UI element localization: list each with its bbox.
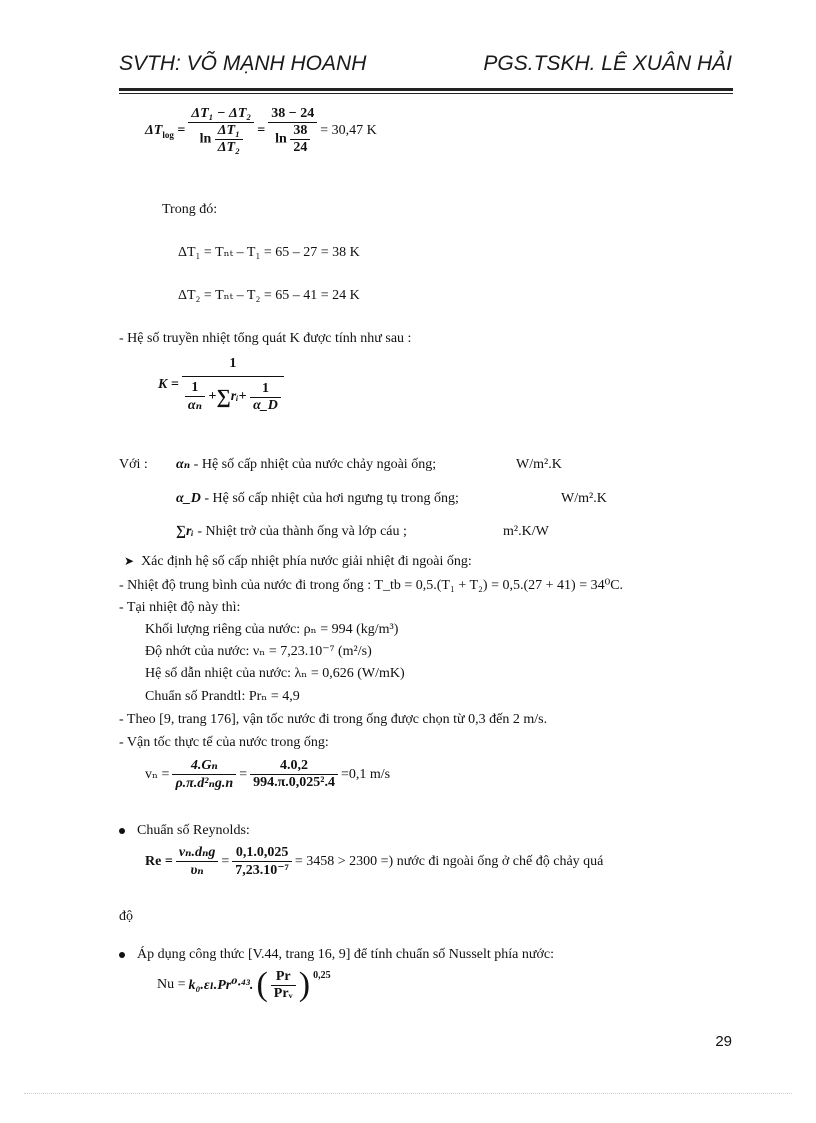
voi-label: Với :	[119, 457, 148, 472]
eq-lhs: ΔT	[145, 122, 163, 138]
header-rule-thick	[119, 88, 733, 91]
reynolds-wrap: độ	[119, 909, 133, 924]
voi-item-3: ∑rᵢ - Nhiệt trở của thành ống và lớp cáu ;	[176, 524, 407, 539]
eq-nu-lhs: Nu =	[157, 977, 186, 992]
eq-result: = 30,47 K	[320, 123, 377, 138]
header-author: SVTH: VÕ MẠNH HOANH	[119, 52, 367, 75]
line-velocity-range: - Theo [9, trang 176], vận tốc nước đi trong ống được chọn từ 0,3 đến 2 m/s.	[119, 712, 548, 727]
line-at-temp: - Tại nhiệt độ này thì:	[119, 600, 241, 615]
eq-v-result: =0,1 m/s	[340, 766, 391, 782]
line-prandtl: Chuẩn số Prandtl: Prₙ = 4,9	[145, 689, 300, 704]
voi-unit-2: W/m².K	[561, 491, 607, 506]
eq-numerator-2: 38 − 24	[268, 106, 317, 123]
footer-dotted-line	[24, 1093, 792, 1094]
eq-38: 38	[290, 123, 310, 140]
section-heading: ➤ Xác định hệ số cấp nhiệt phía nước giải nhiệt đi ngoài ống:	[124, 554, 472, 569]
eq-numerator: ΔT₁ − ΔT₂	[188, 106, 254, 123]
delta-t1-line: ΔT₁ = Tₙₜ – T₁ = 65 – 27 = 38 K	[178, 245, 360, 260]
eq-re-num2: 0,1.0,025	[232, 845, 292, 862]
eq-k-r: rᵢ	[230, 389, 239, 405]
line-conductivity: Hệ số dẫn nhiệt của nước: λₙ = 0,626 (W/mK)	[145, 666, 405, 681]
delta-t2-line: ΔT₂ = Tₙₜ – T₂ = 65 – 41 = 24 K	[178, 288, 360, 303]
eq-ln-2: ln	[275, 131, 287, 147]
eq-lhs-sub: log	[162, 129, 174, 140]
eq-k-alpha-n: αₙ	[187, 398, 202, 413]
equation-nusselt: Nu = k₀.εₗ.Pr⁰·⁴³. ( $\frac{Pr}{\text{Prᵥ}}$ ) $^{0,25}$	[157, 966, 331, 1003]
reynolds-title: Chuẩn số Reynolds:	[119, 822, 250, 840]
eq-re-result: = 3458 > 2300 =) nước đi ngoài ống ở chế độ chảy quá	[294, 853, 604, 869]
eq-nu-num: Pr	[271, 969, 296, 986]
voi-unit-3: m².K/W	[503, 524, 549, 539]
equation-reynolds: Re = $\frac{\text{vₙ.dₙg}}{\text{υₙ}}$ = $\frac{0,1.0,025}{\text{7,23.10⁻⁷}}$ = 3458 > 2300 =) nước đi ngoài ống ở chế độ chảy quá	[145, 844, 604, 878]
line-viscosity: Độ nhớt của nước: νₙ = 7,23.10⁻⁷ (m²/s)	[145, 644, 372, 659]
eq-nu-body: k₀.εₗ.Pr⁰·⁴³.	[188, 977, 254, 993]
eq-24: 24	[293, 140, 308, 155]
voi-item-1: αₙ - Hệ số cấp nhiệt của nước chảy ngoài ống;	[176, 457, 437, 472]
eq-re-lhs: Re =	[145, 853, 173, 869]
eq-k-alpha-d: α_D	[253, 397, 278, 413]
arrow-bullet-icon: ➤	[124, 554, 135, 568]
header-supervisor: PGS.TSKH. LÊ XUÂN HẢI	[483, 52, 732, 75]
voi-item-2: α_D - Hệ số cấp nhiệt của hơi ngưng tụ trong ống;	[176, 491, 459, 506]
eq-k-numerator: 1	[182, 356, 284, 377]
eq-re-den1: υₙ	[190, 863, 204, 878]
eq-nu-den: Prᵥ	[273, 985, 293, 1001]
nusselt-title: Áp dụng công thức [V.44, trang 16, 9] để tính chuẩn số Nusselt phía nước:	[119, 946, 554, 964]
k-intro: - Hệ số truyền nhiệt tổng quát K được tính như sau :	[119, 331, 412, 346]
header-rule-thin	[119, 93, 733, 94]
page-number: 29	[715, 1033, 732, 1050]
eq-re-num1: vₙ.dₙg	[176, 844, 219, 862]
bullet-dot-icon	[119, 828, 125, 834]
eq-ln: ln	[199, 131, 212, 147]
eq-fraction-left	[188, 106, 254, 156]
eq-v-lhs: vₙ =	[145, 767, 170, 782]
equation-delta-t-log: $\Delta T_{log}$ = ΔT₁ − ΔT₂ ln $\frac{\text{ΔT₁}}{\text{ΔT₂}}$ = 38 − 24 ln $\frac{38}{24}$ = 30,47 K	[145, 106, 377, 155]
eq-inner-den: ΔT₂	[217, 140, 240, 155]
equation-velocity: vₙ = $\frac{\text{4.Gₙ}}{\text{ρ.π.d²ₙg.n}}$ = $\frac{4.0,2}{\text{994.π.0,025².4}}$ =0,1 m/s	[145, 758, 391, 791]
eq-v-num1: 4.Gₙ	[172, 757, 236, 775]
eq-v-num2: 4.0,2	[250, 758, 338, 775]
eq-v-den1: ρ.π.d²ₙg.n	[175, 776, 234, 791]
eq-re-den2: 7,23.10⁻⁷	[235, 862, 289, 878]
line-velocity-actual: - Vận tốc thực tế của nước trong ống:	[119, 735, 329, 750]
bullet-dot-icon	[119, 952, 125, 958]
line-density: Khối lượng riêng của nước: ρₙ = 994 (kg/m³)	[145, 622, 399, 637]
eq-k-lhs: K =	[158, 377, 179, 392]
eq-v-den2: 994.π.0,025².4	[253, 775, 335, 790]
trong-do-label: Trong đó:	[162, 202, 218, 217]
sum-icon: ∑	[216, 386, 231, 409]
equation-k: K = 1 $\frac{1}{\text{αₙ}}$ +∑rᵢ+ $\frac{1}{\alpha\_D}$	[158, 356, 287, 414]
eq-inner-num: ΔT₁	[215, 123, 243, 140]
eq-nu-exp: 0,25	[313, 970, 331, 981]
line-temp-avg: - Nhiệt độ trung bình của nước đi trong ống : T_tb = 0,5.(T₁ + T₂) = 0,5.(27 + 41) = 34⁰C.	[119, 578, 624, 593]
voi-unit-1: W/m².K	[516, 457, 562, 472]
eq-fraction-right	[268, 106, 317, 156]
